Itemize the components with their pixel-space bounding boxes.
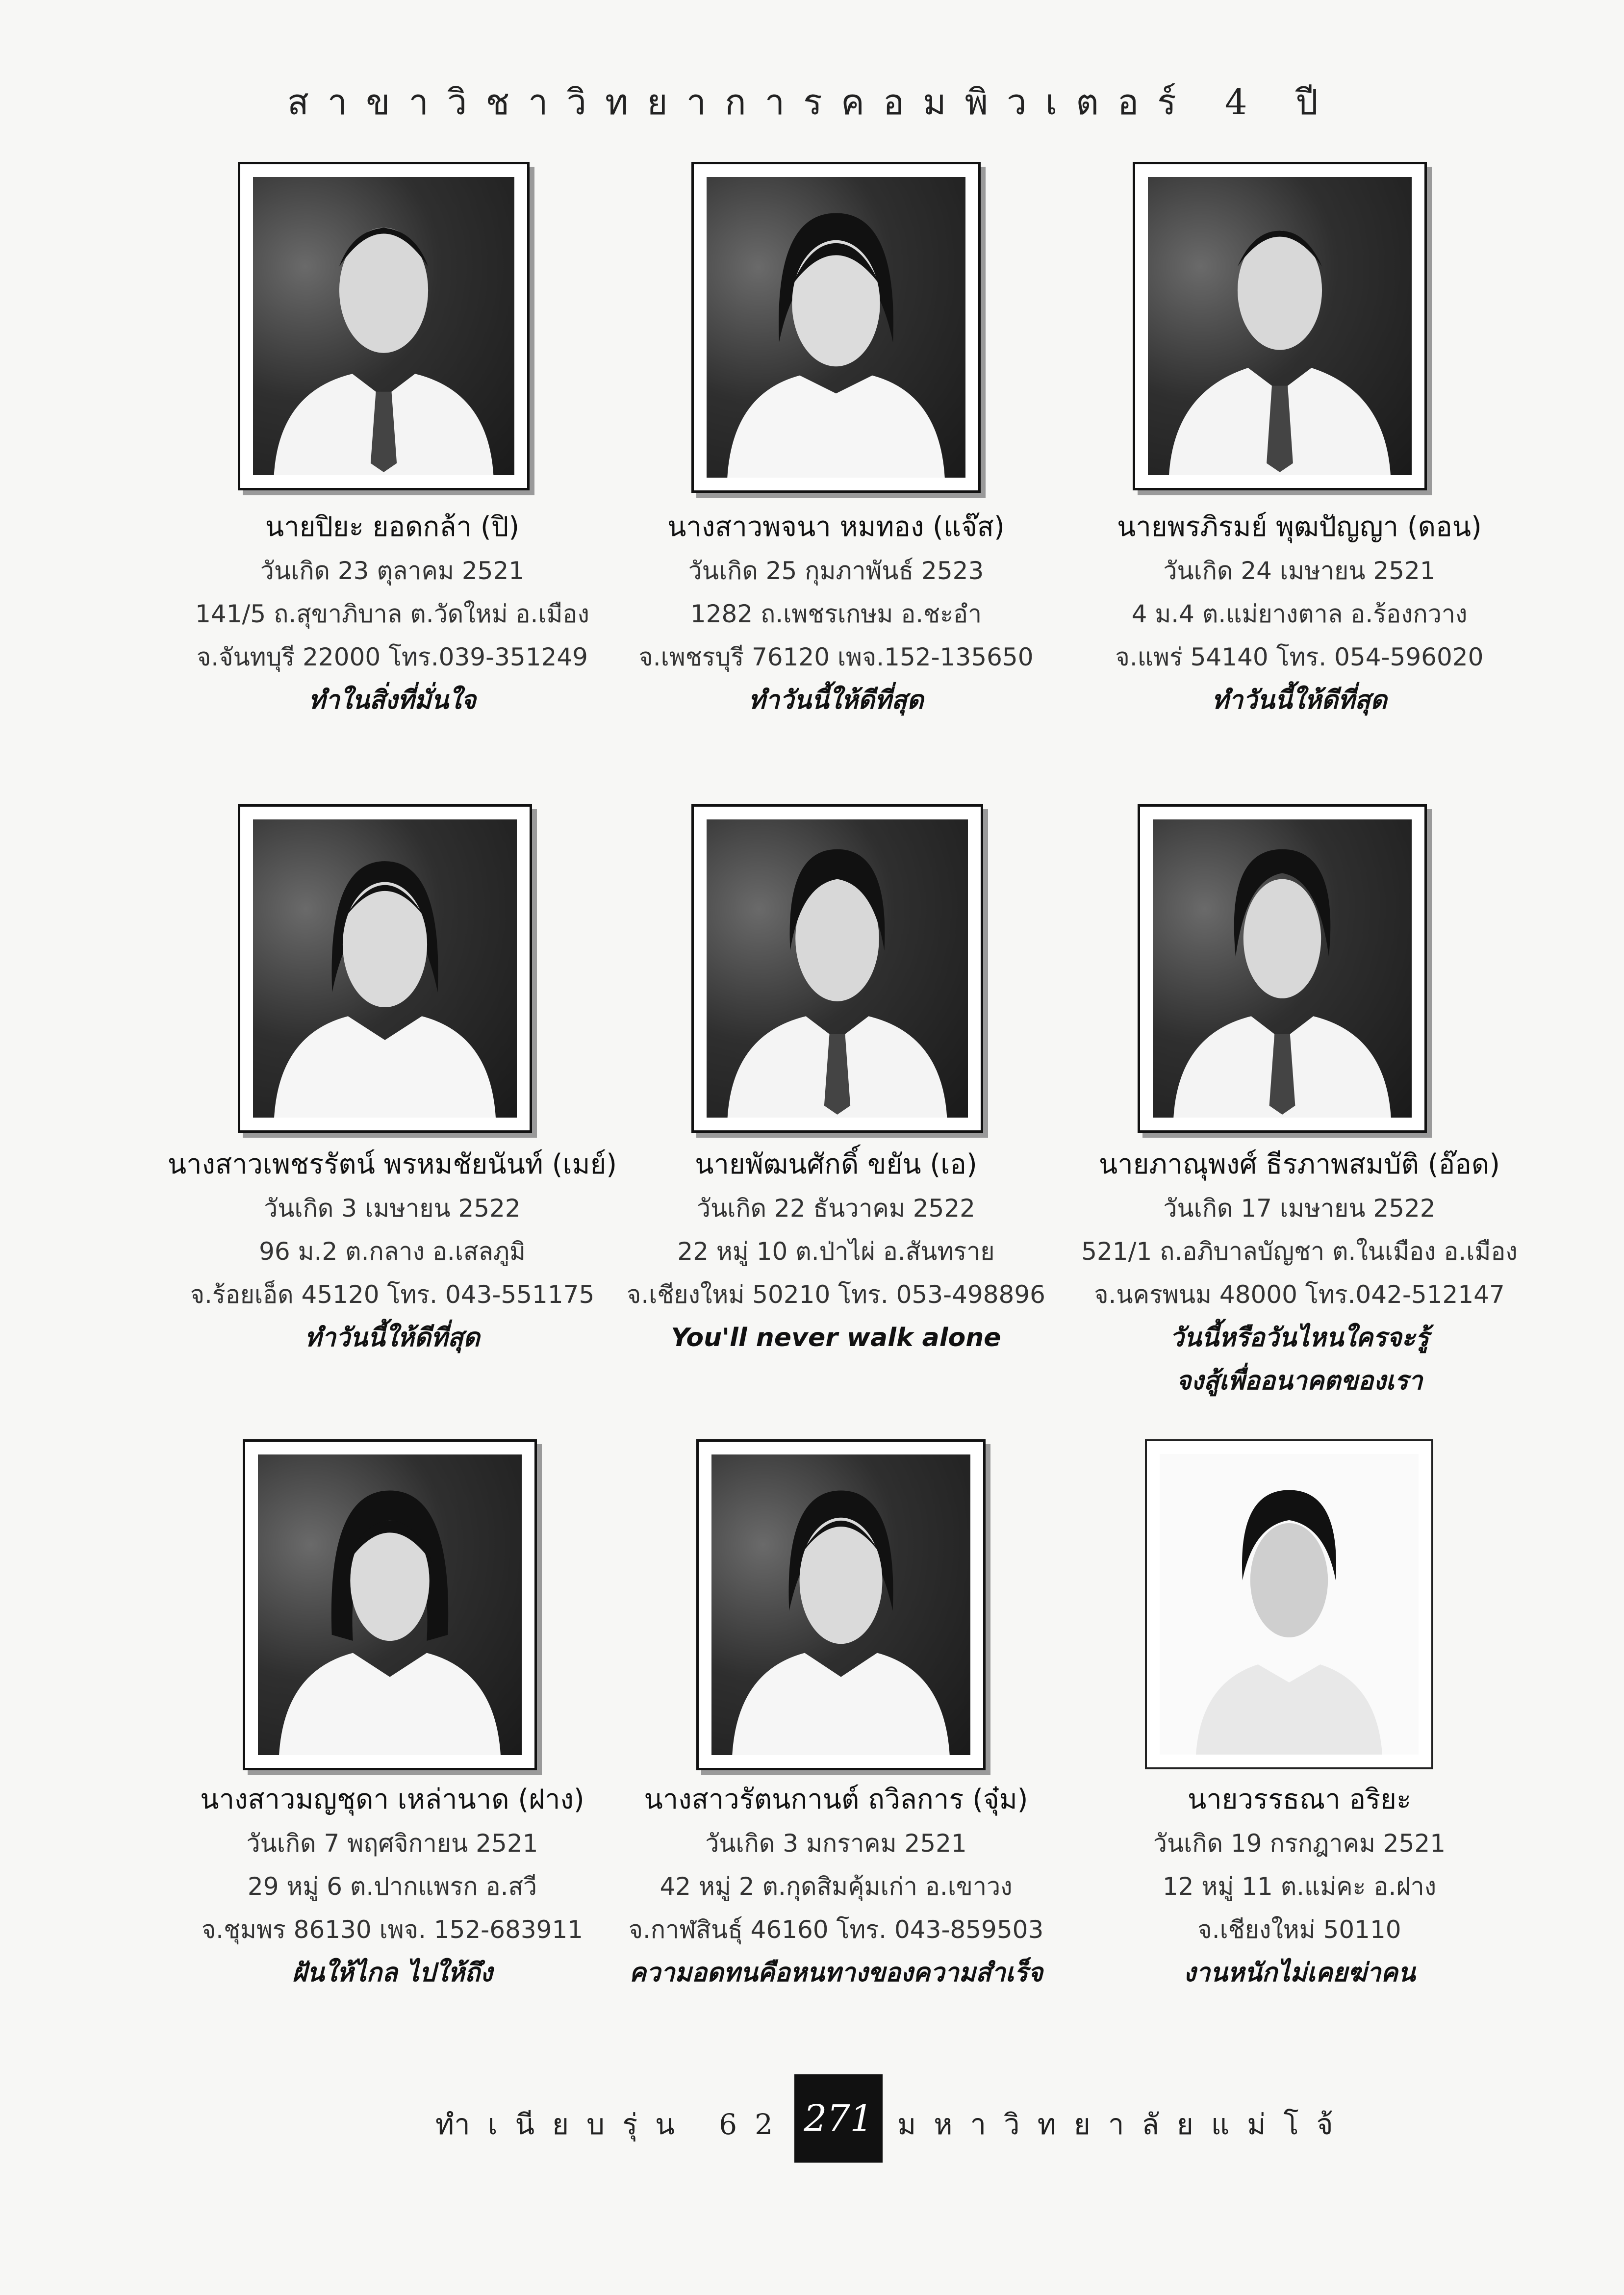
student-birthday: วันเกิด 19 กรกฎาคม 2521 (1153, 1829, 1446, 1858)
student-motto-line-2: จงสู้เพื่ออนาคตของเรา (1176, 1366, 1423, 1396)
student-name: นางสาวพจนา หมทอง (แจ๊ส) (667, 511, 1005, 543)
student-address: 1282 ถ.เพชรเกษม อ.ชะอำ (690, 600, 982, 628)
student-photo-6 (1138, 804, 1427, 1133)
student-contact: จ.เชียงใหม่ 50210 โทร. 053-498896 (627, 1280, 1045, 1309)
footer-yearbook-title: ทำเนียบรุ่น 62 (435, 2108, 790, 2141)
student-address: 22 หมู่ 10 ต.ป่าไผ่ อ.สันทราย (677, 1237, 995, 1266)
student-name: นายพัฒนศักดิ์ ขยัน (เอ) (695, 1148, 977, 1180)
student-photo-2 (691, 162, 981, 493)
student-name: นายวรรธณา อริยะ (1187, 1784, 1412, 1815)
student-contact: จ.กาฬสินธุ์ 46160 โทร. 043-859503 (628, 1915, 1044, 1944)
student-address: 141/5 ถ.สุขาภิบาล ต.วัดใหม่ อ.เมือง (195, 600, 589, 628)
student-motto: ทำวันนี้ให้ดีที่สุด (748, 686, 924, 715)
student-motto: งานหนักไม่เคยฆ่าคน (1183, 1958, 1416, 1988)
student-motto: ทำวันนี้ให้ดีที่สุด (304, 1323, 480, 1352)
student-photo-3 (1133, 162, 1427, 490)
student-name: นายภาณุพงศ์ ธีรภาพสมบัติ (อ๊อด) (1098, 1148, 1500, 1180)
student-photo-9 (1145, 1439, 1433, 1769)
student-address: 521/1 ถ.อภิบาลบัญชา ต.ในเมือง อ.เมือง (1081, 1237, 1518, 1266)
student-contact: จ.แพร่ 54140 โทร. 054-596020 (1115, 643, 1484, 671)
student-address: 42 หมู่ 2 ต.กุดสิมคุ้มเก่า อ.เขาวง (660, 1872, 1013, 1901)
student-name: นางสาวรัตนกานต์ ถวิลการ (จุ๋ม) (644, 1784, 1028, 1815)
student-motto: ความอดทนคือหนทางของความสำเร็จ (629, 1958, 1043, 1988)
student-contact: จ.ชุมพร 86130 เพจ. 152-683911 (201, 1915, 584, 1944)
student-motto: ทำวันนี้ให้ดีที่สุด (1212, 686, 1387, 715)
student-address: 12 หมู่ 11 ต.แม่คะ อ.ฝาง (1162, 1872, 1437, 1901)
page-number: 271 (794, 2074, 883, 2163)
student-contact: จ.เชียงใหม่ 50110 (1197, 1915, 1401, 1944)
student-address: 29 หมู่ 6 ต.ปากแพรก อ.สวี (247, 1872, 537, 1901)
student-birthday: วันเกิด 25 กุมภาพันธ์ 2523 (688, 557, 984, 585)
student-photo-8 (696, 1439, 986, 1770)
student-photo-5 (691, 804, 983, 1133)
student-photo-7 (243, 1439, 537, 1770)
footer-university-name: มหาวิทยาลัยแม่โจ้ (897, 2108, 1351, 2141)
student-birthday: วันเกิด 3 มกราคม 2521 (705, 1829, 967, 1858)
student-birthday: วันเกิด 17 เมษายน 2522 (1163, 1194, 1436, 1223)
student-address: 4 ม.4 ต.แม่ยางตาล อ.ร้องกวาง (1131, 600, 1468, 628)
student-birthday: วันเกิด 22 ธันวาคม 2522 (697, 1194, 975, 1223)
student-name: นายพรภิรมย์ พุฒปัญญา (ดอน) (1117, 511, 1482, 543)
student-name: นายปิยะ ยอดกล้า (ปิ) (265, 511, 520, 543)
student-birthday: วันเกิด 3 เมษายน 2522 (264, 1194, 521, 1223)
page-title: สาขาวิชาวิทยาการคอมพิวเตอร์ 4 ปี (287, 81, 1337, 123)
student-photo-4 (238, 804, 532, 1133)
student-contact: จ.นครพนม 48000 โทร.042-512147 (1094, 1280, 1505, 1309)
student-photo-1 (238, 162, 530, 490)
student-birthday: วันเกิด 7 พฤศจิกายน 2521 (246, 1829, 538, 1858)
student-birthday: วันเกิด 24 เมษายน 2521 (1163, 557, 1436, 585)
page-footer (0, 2074, 1624, 2163)
student-address: 96 ม.2 ต.กลาง อ.เสลภูมิ (259, 1237, 526, 1266)
student-birthday: วันเกิด 23 ตุลาคม 2521 (260, 557, 525, 585)
student-name: นางสาวเพชรรัตน์ พรหมชัยนันท์ (เมย์) (167, 1148, 617, 1180)
student-contact: จ.จันทบุรี 22000 โทร.039-351249 (197, 643, 588, 671)
student-contact: จ.ร้อยเอ็ด 45120 โทร. 043-551175 (190, 1280, 595, 1309)
student-contact: จ.เพชรบุรี 76120 เพจ.152-135650 (638, 643, 1034, 671)
student-motto: You'll never walk alone (671, 1323, 1001, 1352)
student-motto: ทำในสิ่งที่มั่นใจ (308, 686, 476, 715)
student-name: นางสาวมญชุดา เหล่านาด (ฝาง) (200, 1784, 584, 1815)
student-motto: วันนี้หรือวันไหนใครจะรู้ (1169, 1323, 1429, 1352)
student-motto: ฝันให้ไกล ไปให้ถึง (292, 1958, 493, 1988)
